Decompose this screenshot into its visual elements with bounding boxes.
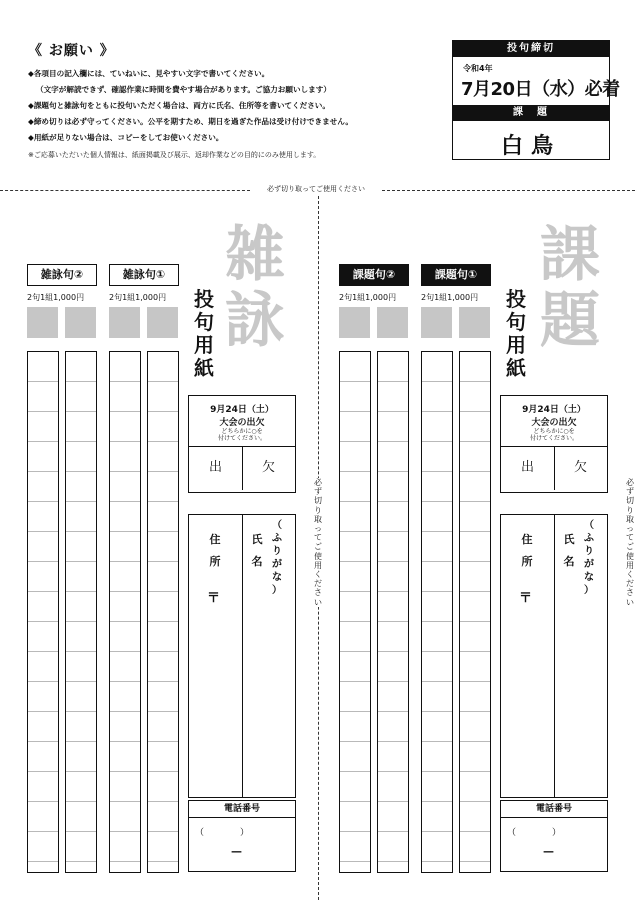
stamp-box	[339, 307, 370, 338]
stamp-box	[421, 307, 452, 338]
deadline-date: 7月20日（水）必着	[461, 79, 620, 100]
stamp-box	[147, 307, 178, 338]
notice-line: ◆用紙が足りない場合は、コピーをしてお使いください。	[28, 133, 224, 142]
phone-dash: —	[231, 845, 242, 858]
phone-box[interactable]	[500, 800, 608, 872]
cut-instruction: 必ず切り取ってご使用ください	[267, 185, 365, 193]
attendance-title: 大会の出欠	[531, 418, 577, 428]
haiku-column[interactable]	[459, 351, 491, 873]
phone-area-paren: （ ）	[507, 828, 562, 838]
theme-label: 課 題	[453, 105, 609, 121]
stamp-box	[377, 307, 408, 338]
slot-price: 2句1組1,000円	[27, 293, 85, 302]
theme-value: 白鳥	[500, 134, 561, 159]
absent-option[interactable]: 欠	[573, 460, 587, 475]
address-label: 住 所	[521, 533, 533, 568]
notice-title: 《 お願い 》	[28, 43, 115, 59]
phone-label: 電話番号	[189, 801, 295, 818]
postal-mark: 〒	[519, 591, 533, 606]
haiku-column[interactable]	[377, 351, 409, 873]
category-title: 課 題	[540, 220, 600, 356]
notice-line: （文字が解読できず、確認作業に時間を費やす場合があります。ご協力お願いします）	[36, 85, 331, 94]
slot-price: 2句1組1,000円	[421, 293, 479, 302]
deadline-box	[452, 40, 620, 160]
slot-label: 課題句②	[339, 264, 409, 286]
phone-box[interactable]	[188, 800, 296, 872]
privacy-note: ※ご応募いただいた個人情報は、紙面掲載及び展示、返却作業などの目的にのみ使用します。	[28, 151, 321, 159]
haiku-column[interactable]	[65, 351, 97, 873]
address-label: 住 所	[209, 533, 221, 568]
stamp-box	[109, 307, 140, 338]
notice-line: ◆各項目の記入欄には、ていねいに、見やすい文字で書いてください。	[28, 69, 270, 78]
furigana-label: （ ふ り が な ）	[584, 520, 594, 596]
phone-dash: —	[543, 845, 554, 858]
name-label: 氏 名	[251, 533, 263, 568]
absent-option[interactable]: 欠	[261, 460, 275, 475]
paper-label: 投 句 用 紙	[194, 287, 214, 380]
attendance-note: 付けてください。	[217, 435, 266, 442]
furigana-label: （ ふ り が な ）	[272, 520, 282, 596]
slot-label: 課題句①	[421, 264, 491, 286]
attendance-box	[500, 395, 608, 493]
attendance-date: 9月24日（土）	[210, 405, 274, 415]
slot-label: 雑詠句①	[109, 264, 179, 286]
category-title: 雑 詠	[225, 220, 285, 356]
haiku-column[interactable]	[109, 351, 141, 873]
haiku-column[interactable]	[339, 351, 371, 873]
attendance-note: 付けてください。	[529, 435, 578, 442]
paper-label: 投 句 用 紙	[506, 287, 526, 380]
deadline-label: 投句締切	[453, 41, 609, 57]
stamp-box	[459, 307, 490, 338]
name-label: 氏 名	[563, 533, 575, 568]
cut-instruction-vertical: 必 ず 切 り 取 っ て ご 使 用 く だ さ い	[311, 478, 325, 607]
notice-line: ◆締め切りは必ず守ってください。公平を期すため、期日を過ぎた作品は受け付けできません。	[28, 117, 353, 126]
attend-option[interactable]: 出	[208, 460, 222, 475]
notice-line: ◆課題句と雑詠句をともに投句いただく場合は、両方に氏名、住所等を書いてください。	[28, 101, 330, 110]
phone-label: 電話番号	[501, 801, 607, 818]
attendance-date: 9月24日（土）	[522, 405, 586, 415]
attendance-box	[188, 395, 296, 493]
address-name-box[interactable]	[188, 514, 296, 798]
haiku-column[interactable]	[421, 351, 453, 873]
attendance-note: どちらかに○を	[533, 428, 575, 435]
address-name-box[interactable]	[500, 514, 608, 798]
attendance-title: 大会の出欠	[219, 418, 265, 428]
cut-instruction-edge: 必 ず 切 り 取 っ て ご 使 用 く だ さ い	[626, 478, 634, 607]
slot-price: 2句1組1,000円	[109, 293, 167, 302]
attendance-note: どちらかに○を	[221, 428, 263, 435]
phone-area-paren: （ ）	[195, 828, 250, 838]
slot-label: 雑詠句②	[27, 264, 97, 286]
attend-option[interactable]: 出	[520, 460, 534, 475]
haiku-column[interactable]	[27, 351, 59, 873]
haiku-column[interactable]	[147, 351, 179, 873]
deadline-year: 令和4年	[463, 64, 493, 73]
slot-price: 2句1組1,000円	[339, 293, 397, 302]
stamp-box	[65, 307, 96, 338]
postal-mark: 〒	[207, 591, 221, 606]
stamp-box	[27, 307, 58, 338]
